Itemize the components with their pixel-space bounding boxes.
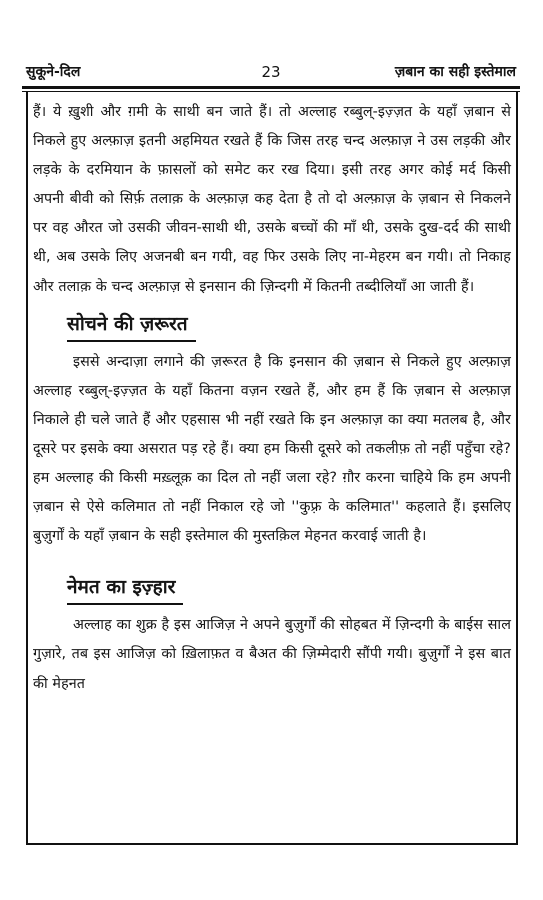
book-title: सुकूने-दिल xyxy=(26,64,81,80)
section-heading-wrap-1 xyxy=(33,302,511,348)
running-header xyxy=(22,62,520,88)
paragraph-2: इससे अन्दाज़ा लगाने की ज़रूरत है कि इनसान की ज़बान से निकले हुए अल्फ़ाज़ अल्लाह रब्बुल्-इज़्ज़त के यहाँ कितना वज़न रखते हैं, और हम हैं कि ज़बान से अल्फ़ाज़ निकाले ही चले जाते हैं और एहसास भी नहीं रखते कि इन अल्फ़ाज़ का क्या मतलब है, और दूसरे पर इसके क्या असरात पड़ रहे हैं। क्या हम किसी दूसरे को तकलीफ़ तो नहीं पहुँचा रहे? हम अल्लाह की किसी मख़्लूक़ का दिल तो नहीं जला रहे? ग़ौर करना चाहिये कि हम अपनी ज़बान से ऐसे कलिमात तो नहीं निकाल रहे जो ''कुफ़्र के कलिमात'' कहलाते हैं। इसलिए बुज़ुर्गों के यहाँ ज़बान के सही इस्तेमाल की मुस्तक़िल मेहनत करवाई जाती है। xyxy=(33,353,511,545)
page-body xyxy=(33,98,511,699)
paragraph-1: हैं। ये ख़ुशी और ग़मी के साथी बन जाते हैं। तो अल्लाह रब्बुल्-इज़्ज़त के यहाँ ज़बान से निकले हुए अल्फ़ाज़ इतनी अहमियत रखते हैं कि जिस तरह चन्द अल्फ़ाज़ ने उस लड़की और लड़के के दरमियान के फ़ासलों को समेट कर रख दिया। इसी तरह अगर कोई मर्द किसी अपनी बीवी को सिर्फ़ तलाक़ के अल्फ़ाज़ कह देता है तो दो अल्फ़ाज़ के ज़बान से निकलने पर वह औरत जो उसकी जीवन-साथी थी, उसके बच्चों की माँ थी, उसके दुख-दर्द की साथी थी, अब उसके लिए अजनबी बन गयी, वह फिर उसके लिए ना-मेहरम बन गयी। तो निकाह और तलाक़ के चन्द अल्फ़ाज़ से इनसान की ज़िन्दगी में कितनी तब्दीलियाँ आ जाती हैं। xyxy=(33,104,511,295)
section-heading-wrap-2 xyxy=(33,565,511,611)
section-heading-nemat-ka-izhar: नेमत का इज़्हार xyxy=(67,571,183,605)
header-rule-thick xyxy=(22,86,520,89)
chapter-title: ज़बान का सही इस्तेमाल xyxy=(394,64,516,80)
paragraph-3: अल्लाह का शुक्र है इस आजिज़ ने अपने बुज़ुर्गों की सोहबत में ज़िन्दगी के बाईस साल गुज़ारे, तब इस आजिज़ को ख़िलाफ़त व बैअत की ज़िम्मेदारी सौंपी गयी। बुज़ुर्गों ने इस बात की मेहनत xyxy=(33,617,511,692)
section-heading-sochne-ki-zarurat: सोचने की ज़रूरत xyxy=(67,308,196,342)
page-number: 23 xyxy=(261,63,281,81)
